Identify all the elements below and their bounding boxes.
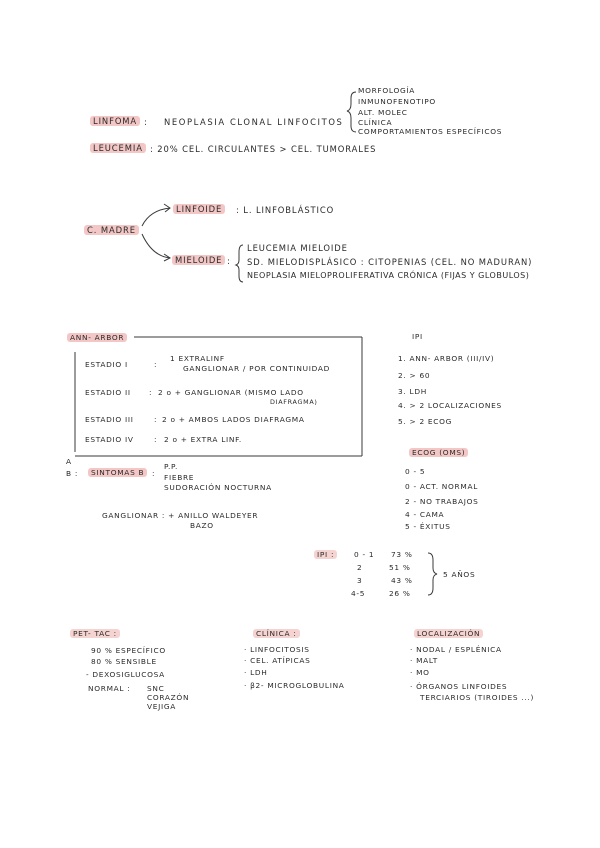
stage-desc: DIAFRAGMA)	[270, 398, 318, 406]
madre-arrow-up	[142, 208, 170, 226]
ipi-table-result: 5 AÑOS	[443, 570, 476, 579]
pet-tac-title: PET- TAC :	[70, 629, 120, 638]
ipi-item: 1. ANN- ARBOR (III/IV)	[398, 354, 495, 363]
localizacion-item: · MO	[410, 668, 430, 677]
clinica-item: · LINFOCITOSIS	[244, 645, 310, 654]
ipi-pct: 73 %	[391, 550, 413, 559]
stage-desc: 1 EXTRALINF	[170, 354, 225, 363]
pet-tac-normal-item: CORAZÓN	[147, 693, 190, 702]
ipi-title: IPI	[412, 332, 423, 341]
ganglionar-extra: BAZO	[190, 521, 214, 530]
localizacion-title: LOCALIZACIÓN	[414, 629, 483, 638]
madre-label: C. MADRE	[84, 225, 139, 235]
stage-name: ESTADIO III	[85, 415, 134, 424]
mieloide-item: NEOPLASIA MIELOPROLIFERATIVA CRÓNICA (FIJAS Y GLOBULOS)	[247, 271, 530, 280]
ipi-brace	[428, 553, 437, 595]
ipi-item: 2. > 60	[398, 371, 431, 380]
sintoma-item: P.P.	[164, 462, 179, 471]
linfoma-feature: MORFOLOGÍA	[358, 86, 416, 95]
clinica-title: CLÍNICA :	[253, 629, 300, 638]
stage-name: ESTADIO IV	[85, 435, 134, 444]
mieloide-label: MIELOIDE	[172, 255, 225, 265]
sintomas-colon: :	[152, 469, 156, 478]
ecog-item: 0 - ACT. NORMAL	[405, 482, 479, 491]
linfoma-label: LINFOMA	[90, 116, 140, 126]
stage-sep: :	[154, 360, 158, 369]
linfoma-feature: COMPORTAMIENTOS ESPECÍFICOS	[358, 127, 503, 136]
ecog-item: 5 - ÉXITUS	[405, 522, 451, 531]
stage-name: ESTADIO II	[85, 388, 131, 397]
stage-name: ESTADIO I	[85, 360, 128, 369]
leucemia-label: LEUCEMIA	[90, 143, 146, 153]
ipi-item: 5. > 2 ECOG	[398, 417, 453, 426]
pet-tac-normal-label: NORMAL :	[88, 684, 131, 693]
ipi-score: 4-5	[351, 589, 366, 598]
leucemia-definition: : 20% CEL. CIRCULANTES > CEL. TUMORALES	[150, 144, 377, 154]
mieloide-item: LEUCEMIA MIELOIDE	[247, 243, 348, 253]
clinica-item: · CEL. ATÍPICAS	[244, 656, 311, 665]
linfoma-feature: ALT. MOLEC	[358, 108, 408, 117]
mieloide-item: SD. MIELODISPLÁSICO : CITOPENIAS (CEL. NO MADURAN)	[247, 257, 533, 267]
pet-tac-normal-item: SNC	[147, 684, 165, 693]
ecog-item: 2 - NO TRABAJOS	[405, 497, 479, 506]
linfoma-feature: INMUNOFENOTIPO	[358, 97, 436, 106]
clinica-item: · LDH	[244, 668, 268, 677]
ecog-item: 0 - 5	[405, 467, 426, 476]
a-label: A	[66, 457, 72, 466]
localizacion-extra: TERCIARIOS (TIROIDES ...)	[420, 693, 535, 702]
sintoma-item: FIEBRE	[164, 473, 195, 482]
ann-arbor-label: ANN- ARBOR	[67, 333, 127, 342]
linfoide-label: LINFOIDE	[173, 204, 225, 214]
linfoma-feature: CLÍNICA	[358, 118, 393, 127]
stage-sep: :	[154, 435, 158, 444]
ipi-score: 2	[357, 563, 363, 572]
ecog-item: 4 - CAMA	[405, 510, 445, 519]
sintomas-label: SINTOMAS B	[88, 468, 147, 477]
mieloide-brace	[236, 245, 243, 282]
b-label: B :	[66, 469, 79, 478]
localizacion-item: · NODAL / ESPLÉNICA	[410, 645, 502, 654]
ganglionar-label: GANGLIONAR : + ANILLO WALDEYER	[102, 511, 259, 520]
clinica-item: · β2- MICROGLOBULINA	[244, 681, 345, 690]
pet-tac-normal-item: VEJIGA	[147, 702, 177, 711]
stage-desc: GANGLIONAR / POR CONTINUIDAD	[183, 364, 331, 373]
ipi-score: 3	[357, 576, 363, 585]
mieloide-colon: :	[227, 256, 231, 266]
localizacion-item: · MALT	[410, 656, 438, 665]
ipi-item: 3. LDH	[398, 387, 427, 396]
pet-tac-item: - DEXOSIGLUCOSA	[86, 670, 165, 679]
stage-desc: 2 o + AMBOS LADOS DIAFRAGMA	[162, 415, 305, 424]
pet-tac-item: 80 % SENSIBLE	[91, 657, 157, 666]
stage-sep: :	[149, 388, 153, 397]
linfoma-definition: NEOPLASIA CLONAL LINFOCITOS	[164, 117, 344, 127]
ipi-pct: 26 %	[389, 589, 411, 598]
ecog-title: ECOG (OMS)	[409, 448, 468, 457]
stage-desc: 2 o + EXTRA LINF.	[164, 435, 242, 444]
localizacion-item: · ÓRGANOS LINFOIDES	[410, 682, 508, 691]
ipi-pct: 51 %	[389, 563, 411, 572]
stage-desc: 2 o + GANGLIONAR (MISMO LADO	[158, 388, 304, 397]
ipi-item: 4. > 2 LOCALIZACIONES	[398, 401, 502, 410]
stage-sep: :	[154, 415, 158, 424]
sintoma-item: SUDORACIÓN NOCTURNA	[164, 483, 272, 492]
pet-tac-item: 90 % ESPECÍFICO	[91, 646, 166, 655]
linfoide-text: : L. LINFOBLÁSTICO	[236, 205, 335, 215]
ipi-score: 0 - 1	[354, 550, 375, 559]
linfoma-colon: :	[144, 117, 148, 127]
ipi-pct: 43 %	[391, 576, 413, 585]
ipi-table-label: IPI :	[314, 550, 337, 559]
linfoma-brace	[347, 92, 356, 132]
madre-arrow-down	[142, 234, 170, 258]
